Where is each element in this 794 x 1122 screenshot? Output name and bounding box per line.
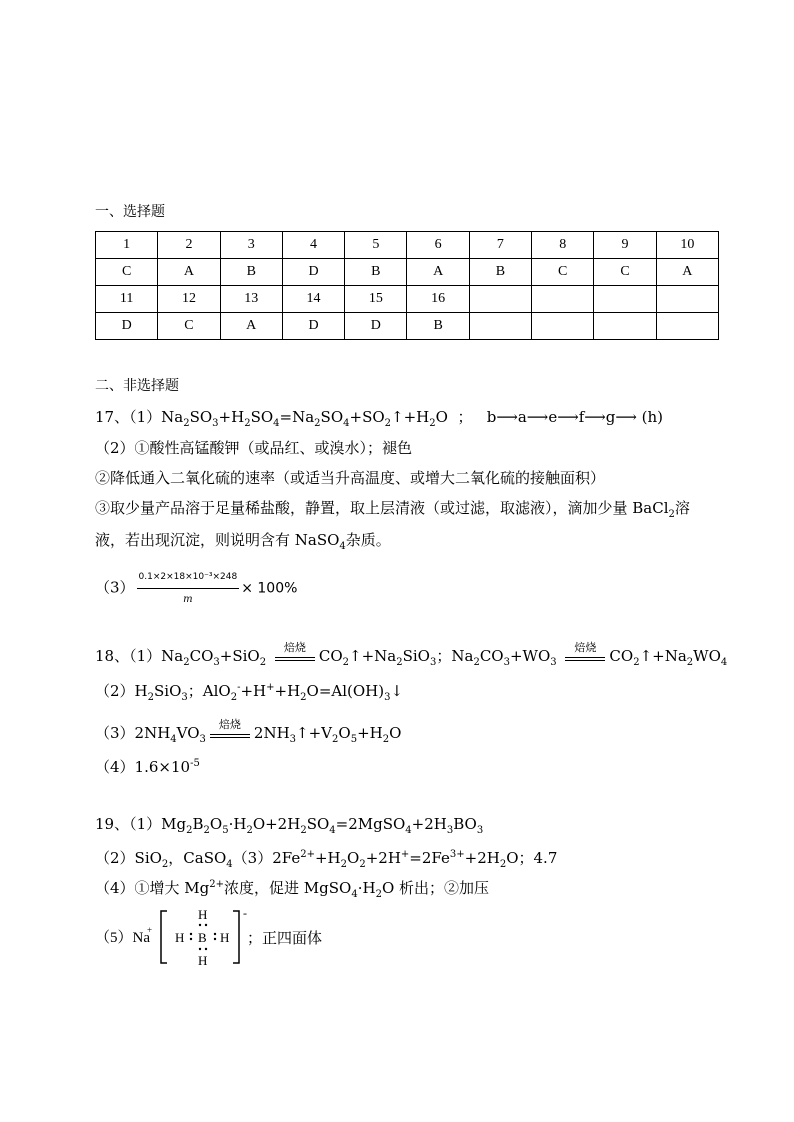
table-cell xyxy=(469,286,531,313)
table-cell xyxy=(656,286,718,313)
q17-part1: 17、$(1)Na_2SO_3+H_2SO_4=Na_2SO_4+SO_2↑+H_2O$ ； b⟶a⟶e⟶f⟶g⟶ (h) xyxy=(95,408,663,429)
svg-text:H: H xyxy=(220,930,230,945)
fraction-numerator: 0.1×2×18×10⁻³×248 xyxy=(137,566,240,589)
q17-p2c2-tail: 杂质。 xyxy=(345,531,391,549)
table-cell: A xyxy=(407,259,469,286)
table-cell: B xyxy=(220,259,282,286)
q18-part2: $(2)H_2SiO_3$；$AlO_2^-+H^++H_2O=Al(OH)_3↓$ xyxy=(95,682,404,703)
q19-part5-lewis xyxy=(95,905,355,969)
q18-part1: 18、$(1)Na_2CO_3+SiO_2$ 焙烧 $CO_2↑+Na_2SiO_3$；$Na_2CO_3+WO_3$ 焙烧 $CO_2↑+Na_2WO_4$ xyxy=(95,641,728,668)
table-cell: 3 xyxy=(220,232,282,259)
answer-table xyxy=(95,231,719,340)
table-cell: 9 xyxy=(594,232,656,259)
q18-p4-text: （4）1.6×10 xyxy=(95,758,191,776)
table-cell: 13 xyxy=(220,286,282,313)
table-cell: 15 xyxy=(345,286,407,313)
roast-condition: 焙烧 xyxy=(563,646,607,668)
q17-fraction xyxy=(137,566,240,611)
svg-text:H: H xyxy=(198,953,208,968)
roast-condition: 焙烧 xyxy=(208,723,252,745)
table-cell: 12 xyxy=(158,286,220,313)
q18-p4-exp: -5 xyxy=(190,758,200,769)
table-cell: B xyxy=(407,313,469,340)
table-cell: 11 xyxy=(96,286,158,313)
table-cell: 8 xyxy=(532,232,594,259)
svg-text:H: H xyxy=(175,930,185,945)
table-cell: C xyxy=(158,313,220,340)
table-cell: 10 xyxy=(656,232,718,259)
table-cell xyxy=(532,286,594,313)
roast-condition: 焙烧 xyxy=(273,646,317,668)
table-cell: A xyxy=(656,259,718,286)
table-cell: C xyxy=(594,259,656,286)
q19-part4: （4）①增大 $Mg^{2+}$浓度，促进 $MgSO_4\cdot H_2O$ 析出；②加压 xyxy=(95,879,490,900)
table-row xyxy=(96,232,719,259)
q17-head: 17、（1） xyxy=(95,408,162,426)
q17-part3 xyxy=(95,566,297,611)
table-cell: 14 xyxy=(282,286,344,313)
table-cell: 6 xyxy=(407,232,469,259)
q19-part1: 19、$(1)Mg_2B_2O_5\cdot H_2O+2H_2SO_4=2MgSO_4+2H_3BO_3$ xyxy=(95,815,484,836)
q19-part2-3: （2）SiO$_2$，$CaSO_4(3)2Fe^{2+}+H_2O_2+2H^+=2Fe^{3+}+2H_2O$；4.7 xyxy=(95,849,558,870)
section-1-title: 一、选择题 xyxy=(95,204,165,220)
q17-part2c: ③取少量产品溶于足量稀盐酸，静置，取上层清液（或过滤，取滤液），滴加少量 BaCl$_2$溶 xyxy=(95,499,690,520)
q17-part2b: ②降低通入二氧化硫的速率（或适当升高温度、或增大二氧化硫的接触面积） xyxy=(95,469,606,487)
table-cell: A xyxy=(158,259,220,286)
svg-text:（5）Na: （5）Na xyxy=(95,930,150,946)
table-cell: 5 xyxy=(345,232,407,259)
q18-part3: $(3)2NH_4VO_3$ 焙烧 $2NH_3↑+V_2O_5+H_2O$ xyxy=(95,718,402,745)
svg-text:+: + xyxy=(147,925,153,935)
q17-p2c-tail: 溶 xyxy=(674,499,690,517)
q18-head: 18、（1） xyxy=(95,647,162,665)
table-cell xyxy=(594,286,656,313)
table-cell: 4 xyxy=(282,232,344,259)
table-cell: 2 xyxy=(158,232,220,259)
q17-p3-label: （3） xyxy=(95,578,135,597)
table-row xyxy=(96,286,719,313)
svg-text:B: B xyxy=(198,930,207,945)
table-cell xyxy=(656,313,718,340)
table-row xyxy=(96,313,719,340)
table-cell: D xyxy=(96,313,158,340)
q19-head: 19、（1） xyxy=(95,815,162,833)
table-cell: C xyxy=(96,259,158,286)
svg-text:H: H xyxy=(198,907,208,922)
table-cell xyxy=(532,313,594,340)
q17-part2c-cont: 液，若出现沉淀，则说明含有 NaSO$_4$杂质。 xyxy=(95,531,391,552)
q19-p5-tail: ；正四面体 xyxy=(247,929,323,947)
q17-part2: （2）①酸性高锰酸钾（或品红、或溴水）；褪色 xyxy=(95,439,413,457)
table-row xyxy=(96,259,719,286)
table-cell: A xyxy=(220,313,282,340)
fraction-denominator: m xyxy=(183,594,193,605)
table-cell: C xyxy=(532,259,594,286)
q18-part4 xyxy=(95,753,200,778)
q17-p2c2-text: 液，若出现沉淀，则说明含有 NaSO xyxy=(95,531,340,549)
table-cell: B xyxy=(469,259,531,286)
table-cell: D xyxy=(282,313,344,340)
table-cell: D xyxy=(345,313,407,340)
svg-text:-: - xyxy=(243,906,247,920)
q17-p3-tail: × 100% xyxy=(241,580,298,597)
section-2-title: 二、非选择题 xyxy=(95,378,179,394)
table-cell xyxy=(594,313,656,340)
table-cell xyxy=(469,313,531,340)
table-cell: 7 xyxy=(469,232,531,259)
table-cell: D xyxy=(282,259,344,286)
table-cell: 1 xyxy=(96,232,158,259)
q18-p2-head: （2）H xyxy=(95,682,148,700)
table-cell: 16 xyxy=(407,286,469,313)
table-cell: B xyxy=(345,259,407,286)
q17-p2c-text: ③取少量产品溶于足量稀盐酸，静置，取上层清液（或过滤，取滤液），滴加少量 BaCl xyxy=(95,499,669,517)
